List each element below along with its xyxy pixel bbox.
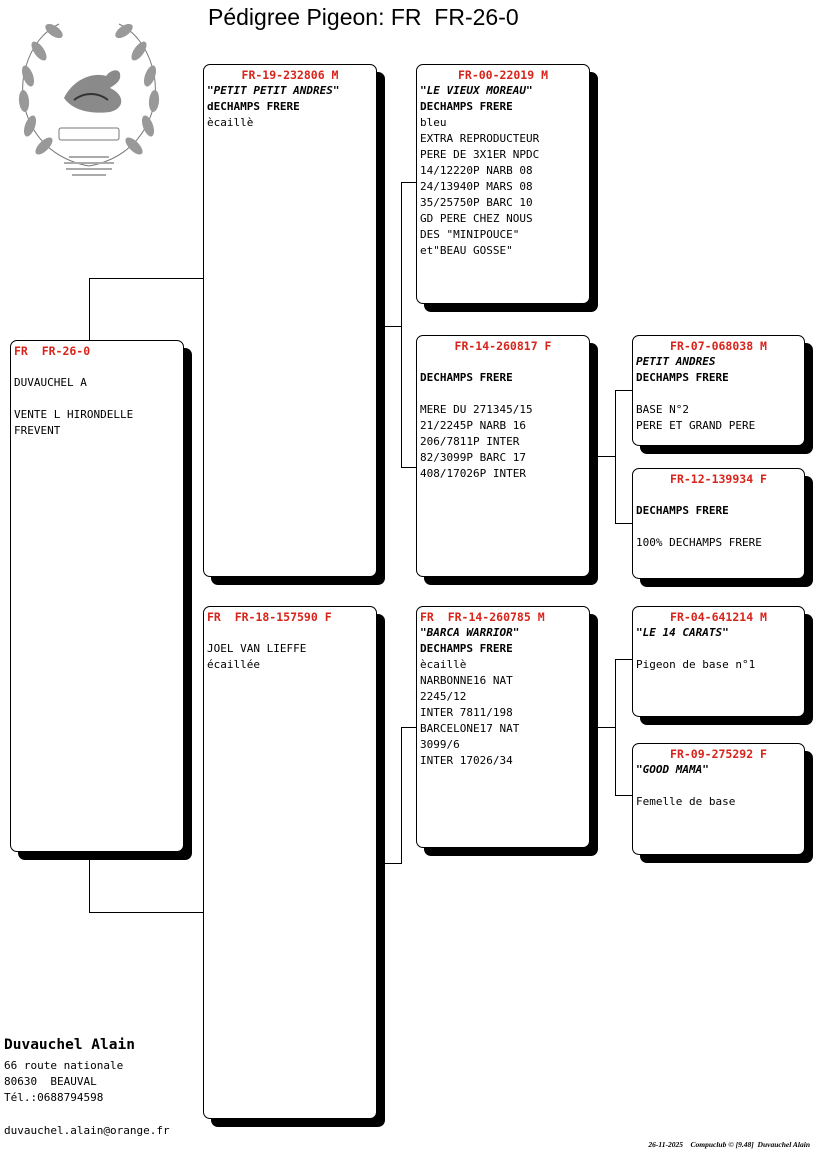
subject-card[interactable]	[10, 340, 184, 852]
sire-dam-sire-breeder: DECHAMPS FRERE	[636, 371, 729, 384]
sire-sire-ring: FR-00-22019 M	[457, 68, 548, 82]
footer-credit: 26-11-2025 Compuclub © [9.48] Duvauchel Alain	[648, 1140, 810, 1149]
dam-card[interactable]	[203, 606, 377, 1119]
sire-dam-line: 206/7811P INTER	[420, 435, 520, 448]
sire-dam-line	[420, 386, 586, 402]
sire-dam-dam-ring: FR-12-139934 F	[670, 472, 767, 486]
sire-dam-sire-line: BASE N°2	[636, 403, 689, 416]
sire-dam-ring: FR-14-260817 F	[454, 339, 552, 353]
dam-sire-line: ècaillè	[420, 658, 467, 671]
owner-phone: Tél.:0688794598	[4, 1091, 104, 1104]
dam-sire-sire-name: "LE 14 CARATS"	[636, 626, 729, 639]
sire-sire-line: 14/12220P NARB 08	[420, 164, 533, 177]
sire-dam-sire-name: PETIT ANDRES	[636, 355, 716, 368]
dam-sire-line: NARBONNE16 NAT	[420, 674, 513, 687]
sire-dam-line: MERE DU 271345/15	[420, 403, 533, 416]
dam-sire-line: BARCELONE17 NAT	[420, 722, 520, 735]
sire-sire-line: bleu	[420, 116, 447, 129]
sire-dam-line: 408/17026P INTER	[420, 467, 526, 480]
dam-sire-dam-card[interactable]	[632, 743, 805, 855]
owner-name: Duvauchel Alain	[4, 1037, 135, 1053]
sire-dam-dam-card[interactable]	[632, 468, 805, 579]
subject-line: VENTE L HIRONDELLE	[14, 408, 134, 421]
sire-dam-dam-line: 100% DECHAMPS FRERE	[636, 536, 762, 549]
dam-breeder: JOEL VAN LIEFFE	[207, 642, 307, 655]
owner-email[interactable]: duvauchel.alain@orange.fr	[4, 1124, 170, 1137]
dam-sire-line: 3099/6	[420, 738, 460, 751]
sire-dam-sire-line	[636, 386, 801, 402]
dam-sire-line: INTER 7811/198	[420, 706, 513, 719]
sire-line: ècaillè	[207, 116, 254, 129]
sire-dam-card[interactable]	[416, 335, 590, 577]
sire-sire-line: GD PERE CHEZ NOUS	[420, 212, 533, 225]
dam-sire-line: INTER 17026/34	[420, 754, 513, 767]
dam-sire-card[interactable]	[416, 606, 590, 848]
dam-line: écaillée	[207, 658, 260, 671]
sire-name: "PETIT PETIT ANDRES"	[207, 84, 340, 97]
dam-sire-ring: FR FR-14-260785 M	[420, 610, 545, 624]
subject-breeder: DUVAUCHEL A	[14, 376, 87, 389]
sire-sire-line: et"BEAU GOSSE"	[420, 244, 513, 257]
subject-line	[14, 359, 180, 375]
owner-block	[4, 1036, 135, 1106]
owner-address: 66 route nationale	[4, 1059, 124, 1072]
sire-dam-breeder: DECHAMPS FRERE	[420, 371, 513, 384]
sire-sire-card[interactable]	[416, 64, 590, 304]
pigeon-wreath-logo	[14, 16, 164, 196]
subject-line	[14, 391, 180, 407]
dam-sire-dam-line: Femelle de base	[636, 795, 736, 808]
sire-card[interactable]	[203, 64, 377, 577]
dam-sire-dam-ring: FR-09-275292 F	[670, 747, 767, 761]
sire-sire-name: "LE VIEUX MOREAU"	[420, 84, 533, 97]
page-title: Pédigree Pigeon: FR FR-26-0	[208, 4, 519, 30]
dam-sire-sire-card[interactable]	[632, 606, 805, 717]
sire-sire-line: PERE DE 3X1ER NPDC	[420, 148, 540, 161]
sire-dam-sire-card[interactable]	[632, 335, 805, 446]
dam-sire-line: 2245/12	[420, 690, 467, 703]
owner-city: 80630 BEAUVAL	[4, 1075, 97, 1088]
dam-sire-sire-ring: FR-04-641214 M	[670, 610, 767, 624]
sire-ring: FR-19-232806 M	[241, 68, 339, 82]
dam-line	[207, 625, 373, 641]
dam-sire-sire-line	[636, 641, 801, 657]
dam-ring: FR FR-18-157590 F	[207, 610, 332, 624]
sire-dam-sire-ring: FR-07-068038 M	[670, 339, 767, 353]
sire-dam-sire-line: PERE ET GRAND PERE	[636, 419, 756, 432]
sire-sire-line: 24/13940P MARS 08	[420, 180, 533, 193]
sire-dam-line: 82/3099P BARC 17	[420, 451, 526, 464]
dam-sire-dam-name: "GOOD MAMA"	[636, 763, 709, 776]
subject-line: FREVENT	[14, 424, 61, 437]
sire-sire-breeder: DECHAMPS FRERE	[420, 100, 513, 113]
dam-sire-breeder: DECHAMPS FRERE	[420, 642, 513, 655]
dam-sire-name: "BARCA WARRIOR"	[420, 626, 520, 639]
dam-sire-dam-line	[636, 778, 801, 794]
sire-dam-dam-line	[636, 519, 801, 535]
subject-ring: FR FR-26-0	[14, 344, 91, 358]
sire-dam-line: 21/2245P NARB 16	[420, 419, 526, 432]
sire-sire-line: 35/25750P BARC 10	[420, 196, 533, 209]
sire-sire-line: EXTRA REPRODUCTEUR	[420, 132, 540, 145]
sire-breeder: dECHAMPS FRERE	[207, 100, 300, 113]
sire-sire-line: DES "MINIPOUCE"	[420, 228, 520, 241]
dam-sire-sire-line: Pigeon de base n°1	[636, 658, 756, 671]
sire-dam-dam-breeder: DECHAMPS FRERE	[636, 504, 729, 517]
